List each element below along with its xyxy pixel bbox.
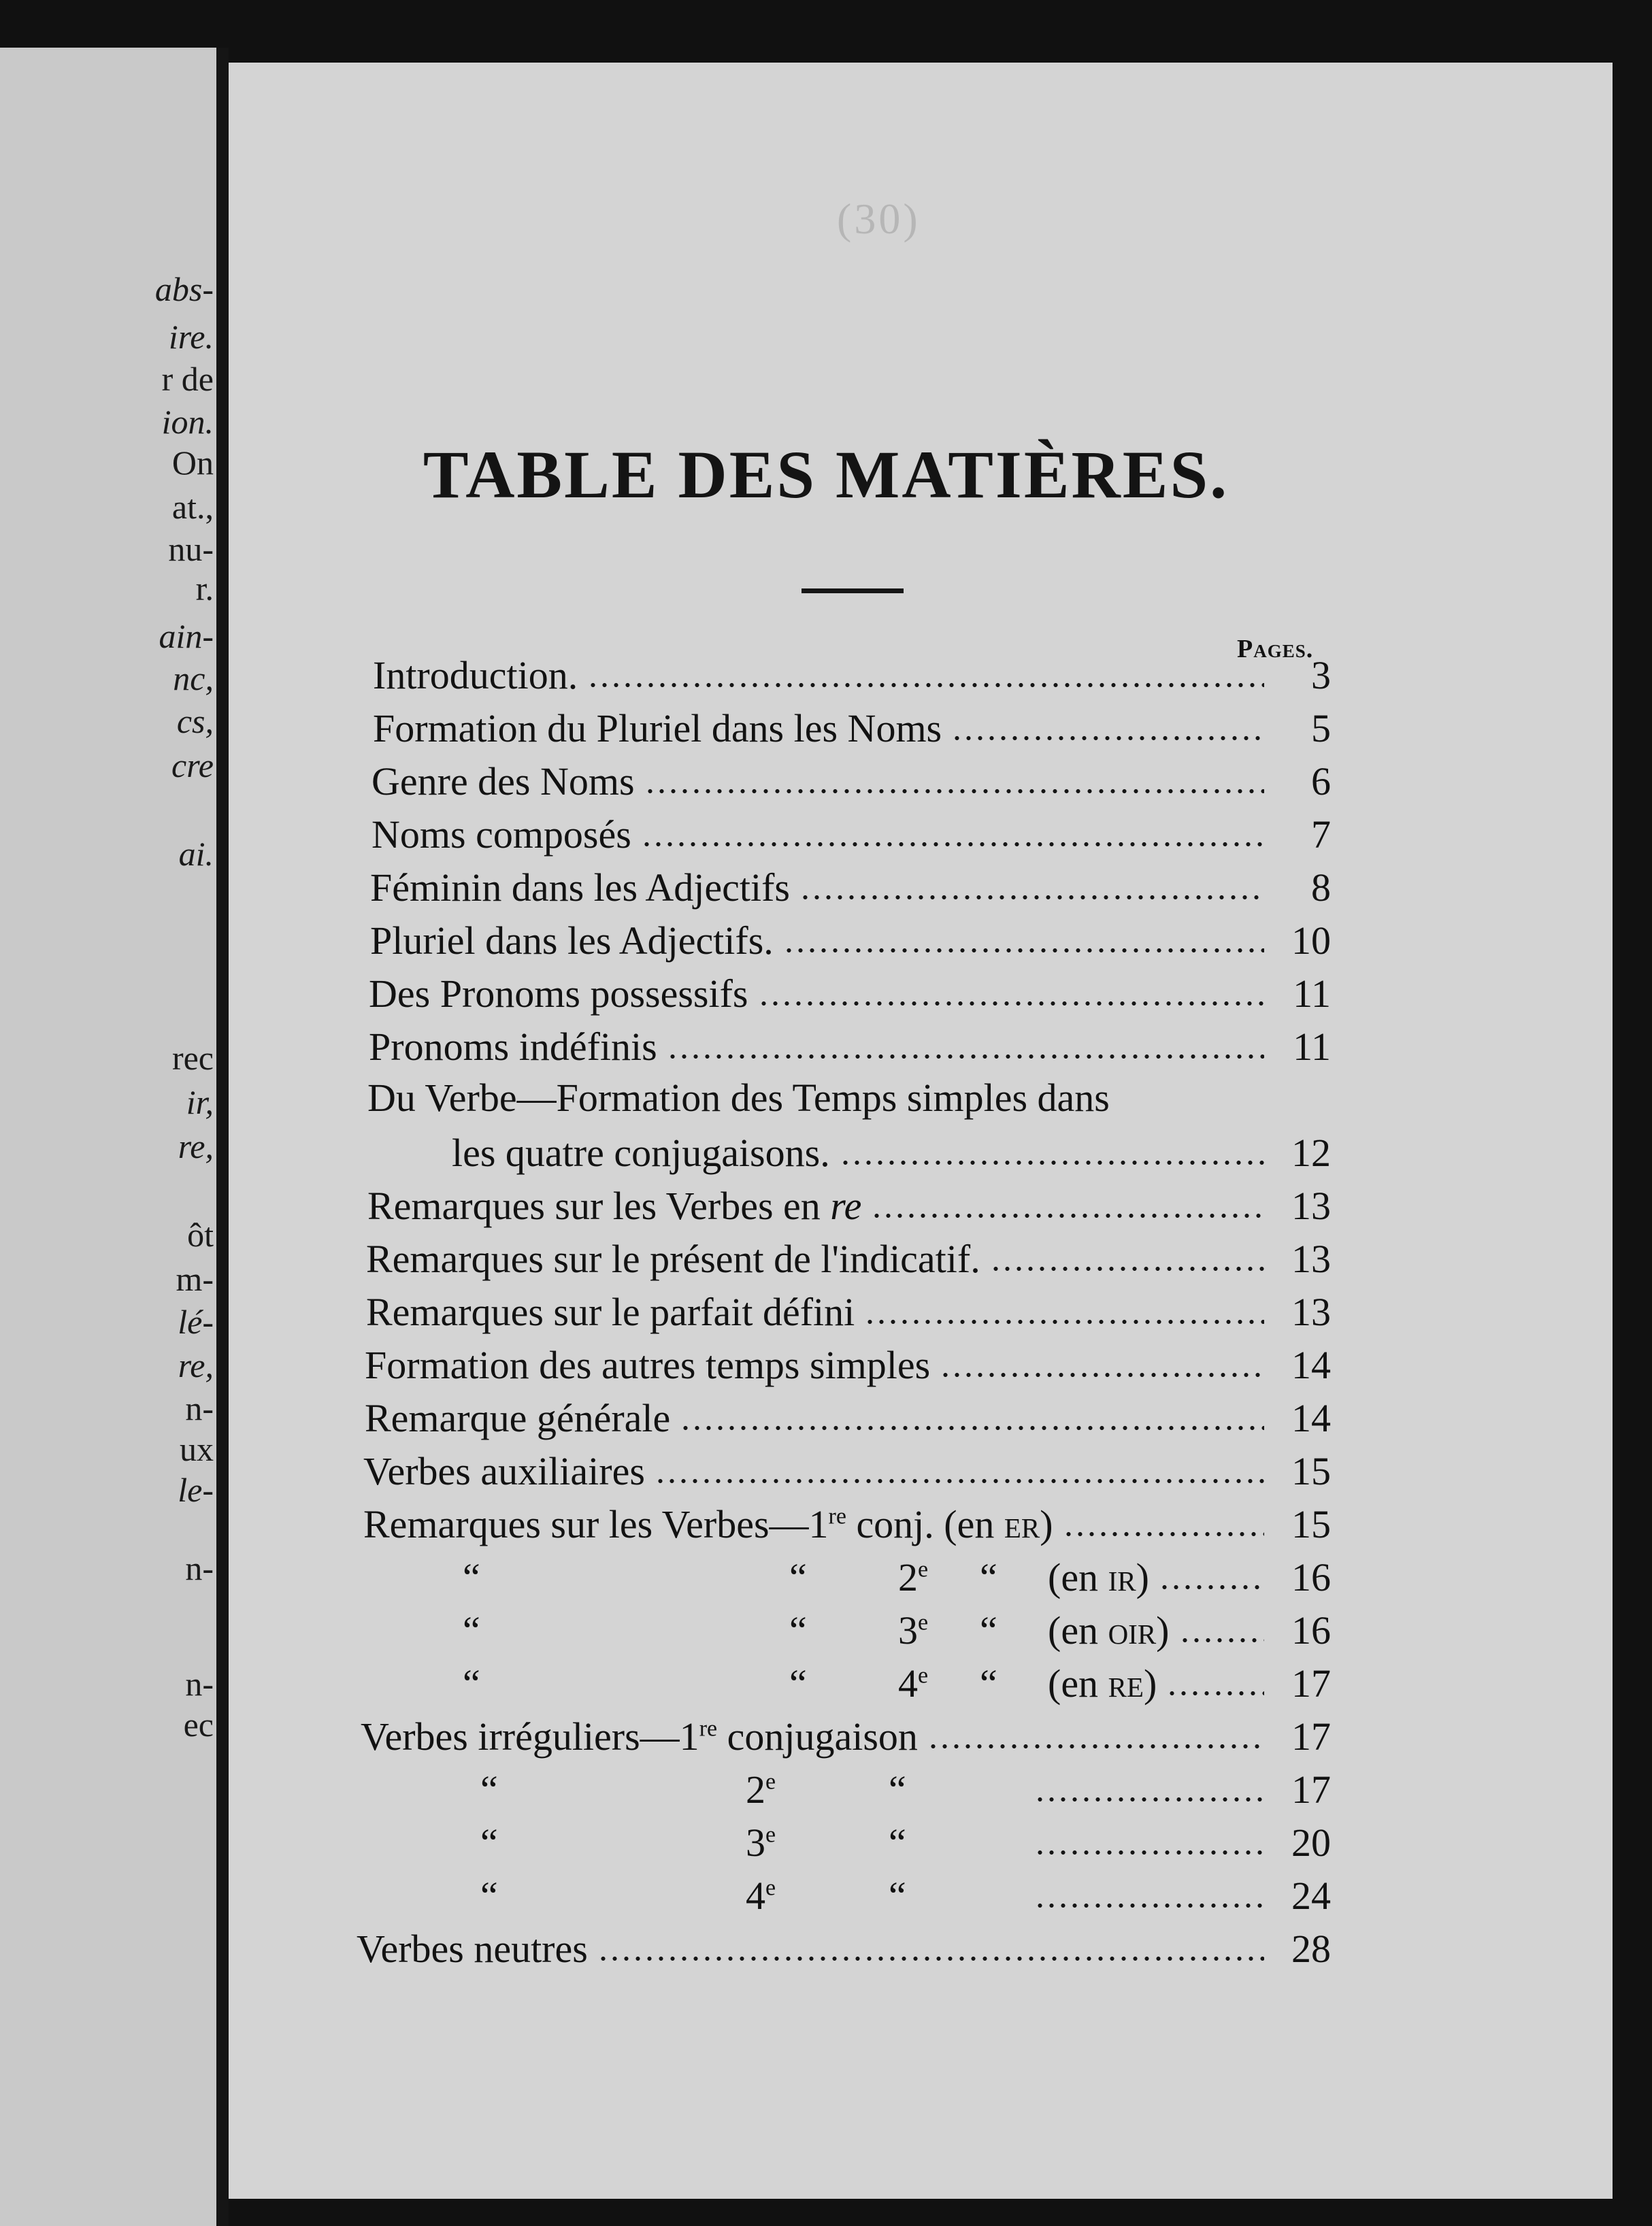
left-page-fragment: nc,: [173, 659, 214, 697]
leader-dots: [864, 1318, 1264, 1325]
toc-entry-page: 17: [1291, 1661, 1331, 1706]
left-page-fragment: On: [171, 444, 214, 482]
toc-entry: [452, 1123, 1331, 1176]
leader-dots: [927, 1743, 1264, 1750]
leader-dots: [871, 1212, 1264, 1219]
toc-entry: [463, 1653, 1331, 1706]
toc-entry: [369, 963, 1331, 1016]
leader-dots: [1166, 1690, 1264, 1697]
toc-entry-page: 13: [1291, 1184, 1331, 1228]
toc-entry-page: 20: [1291, 1821, 1331, 1865]
toc-entry-page: 13: [1291, 1237, 1331, 1281]
toc-entry-label: “ 3e “: [480, 1821, 906, 1865]
left-page-fragment: cs,: [176, 702, 214, 740]
toc-entry: [365, 1335, 1331, 1388]
left-page-fragment: cre: [171, 746, 214, 784]
left-page-fragment: nu-: [168, 530, 214, 568]
toc-entry-page: 15: [1291, 1502, 1331, 1546]
toc-entry: [370, 857, 1331, 910]
left-page-fragment: n-: [185, 1665, 214, 1703]
toc-entry: [371, 804, 1331, 857]
toc-entry-label: Verbes auxiliaires: [363, 1449, 645, 1493]
leader-dots: [951, 735, 1264, 742]
toc-entry-label: Remarques sur les Verbes en re: [367, 1184, 862, 1228]
toc-entry-page: 24: [1291, 1874, 1331, 1918]
left-page-fragment: ir,: [186, 1083, 214, 1121]
toc-entry-page: 17: [1291, 1767, 1331, 1812]
leader-dots: [644, 788, 1264, 795]
toc-entry-label: “ “ 3e “ (en oir): [463, 1608, 1170, 1652]
toc-entry-page: 10: [1291, 918, 1331, 963]
toc-entry: [366, 1229, 1331, 1282]
toc-entry-page: 14: [1291, 1396, 1331, 1440]
leader-dots: [799, 894, 1264, 901]
toc-entry: [373, 645, 1331, 698]
left-page-fragment: re,: [178, 1127, 214, 1165]
toc-entry-page: 14: [1291, 1343, 1331, 1387]
toc-entry-label: “ 4e “: [480, 1874, 906, 1918]
toc-entry: [365, 1388, 1331, 1441]
toc-entry: [363, 1494, 1331, 1547]
leader-dots: [1159, 1584, 1264, 1591]
leader-dots: [667, 1053, 1264, 1060]
toc-entry-label: “ 2e “: [480, 1767, 906, 1812]
left-page-fragment: r de: [161, 360, 214, 398]
toc-entry: [366, 1282, 1331, 1335]
toc-entry: [480, 1812, 1331, 1865]
toc-entry-page: 16: [1291, 1555, 1331, 1599]
toc-entry-label: Remarques sur le présent de l'indicatif.: [366, 1237, 980, 1281]
toc-entry: [371, 751, 1331, 804]
left-page-fragment: rec: [171, 1039, 214, 1077]
toc-entry-page: 12: [1291, 1131, 1331, 1175]
page-title: TABLE DES MATIÈRES.: [423, 437, 1229, 512]
left-page-fragment: lé-: [178, 1303, 214, 1341]
toc-entry-page: 6: [1311, 759, 1331, 803]
toc-entry-label: Verbes neutres: [357, 1927, 588, 1971]
toc-entry-label: Pluriel dans les Adjectifs.: [370, 918, 774, 963]
toc-entry-label: Verbes irréguliers—1re conjugaison: [361, 1714, 918, 1759]
toc-entry-label: Remarque générale: [365, 1396, 671, 1440]
toc-entry-label: Formation du Pluriel dans les Noms: [373, 706, 942, 750]
toc-entry: [480, 1865, 1331, 1918]
toc-entry-page: 5: [1311, 706, 1331, 750]
toc-entry-page: 8: [1311, 865, 1331, 910]
toc-entry-label: Formation des autres temps simples: [365, 1343, 931, 1387]
toc-entry: [369, 1016, 1331, 1069]
toc-entry-page: 11: [1293, 971, 1331, 1016]
left-page-fragment: ion.: [161, 403, 214, 441]
left-page-fragment: r.: [195, 569, 214, 608]
toc-entry-label: Noms composés: [371, 812, 631, 857]
toc-entry-label: Genre des Noms: [371, 759, 635, 803]
toc-entry-page: 7: [1311, 812, 1331, 857]
toc-entry: [370, 910, 1331, 963]
left-page-fragment: ec: [183, 1706, 214, 1744]
left-page-fragment: le-: [178, 1471, 214, 1509]
leader-dots: [1034, 1849, 1264, 1856]
toc-entry: [363, 1441, 1331, 1494]
toc-entry: [357, 1918, 1331, 1972]
toc-entry-page: 17: [1291, 1714, 1331, 1759]
leader-dots: [597, 1955, 1264, 1962]
leader-dots: [587, 682, 1264, 688]
left-page-fragment: ire.: [168, 318, 214, 356]
toc-entry-label: “ “ 4e “ (en re): [463, 1661, 1157, 1706]
leader-dots: [990, 1265, 1264, 1272]
leader-dots: [1063, 1531, 1264, 1538]
leader-dots: [1034, 1902, 1264, 1909]
toc-entry-label: Pronoms indéfinis: [369, 1025, 657, 1069]
toc-entry-page: 11: [1293, 1025, 1331, 1069]
toc-entry-label: “ “ 2e “ (en ir): [463, 1555, 1149, 1599]
toc-entry-continuation: les quatre conjugaisons.: [452, 1131, 830, 1175]
toc-entry-label: Remarques sur le parfait défini: [366, 1290, 855, 1334]
toc-entry: [463, 1600, 1331, 1653]
leader-dots: [655, 1478, 1264, 1484]
leader-dots: [1034, 1796, 1264, 1803]
toc-entry-label: Des Pronoms possessifs: [369, 971, 748, 1016]
toc-entry-page: 16: [1291, 1608, 1331, 1652]
leader-dots: [840, 1159, 1264, 1166]
left-page-fragment: ai.: [178, 835, 214, 873]
toc-entry-label: Remarques sur les Verbes—1re conj. (en er): [363, 1502, 1053, 1546]
toc-entry: [480, 1759, 1331, 1812]
toc-entry: [463, 1547, 1331, 1600]
left-page-fragment: at.,: [171, 488, 214, 526]
toc-entry-page: 15: [1291, 1449, 1331, 1493]
toc-entry-page: 28: [1291, 1927, 1331, 1971]
left-page-fragment: re,: [178, 1346, 214, 1384]
left-page-fragment: abs-: [154, 270, 214, 308]
toc-entry-label: Introduction.: [373, 653, 578, 697]
toc-entry-page: 13: [1291, 1290, 1331, 1334]
left-page-fragment: m-: [176, 1260, 214, 1298]
toc-entry: [373, 698, 1331, 751]
toc-entry: [361, 1706, 1331, 1759]
leader-dots: [680, 1425, 1264, 1431]
left-page-fragment: n-: [185, 1549, 214, 1587]
left-page-fragment: n-: [185, 1389, 214, 1427]
leader-dots: [641, 841, 1264, 848]
toc-entry-label: Féminin dans les Adjectifs: [370, 865, 790, 910]
toc-entry-label: Du Verbe—Formation des Temps simples dans: [367, 1076, 1110, 1120]
toc-entry: [367, 1176, 1331, 1229]
left-page-fragment: ain-: [159, 617, 214, 655]
leader-dots: [1179, 1637, 1265, 1644]
leader-dots: [783, 947, 1264, 954]
left-page-fragment: ôt: [187, 1216, 214, 1254]
toc-entry-page: 3: [1311, 653, 1331, 697]
page-number: (30): [837, 195, 921, 243]
left-page-fragment: ux: [180, 1430, 214, 1468]
leader-dots: [758, 1000, 1265, 1007]
pages-column-header: Pages.: [1237, 635, 1314, 663]
leader-dots: [940, 1372, 1264, 1378]
